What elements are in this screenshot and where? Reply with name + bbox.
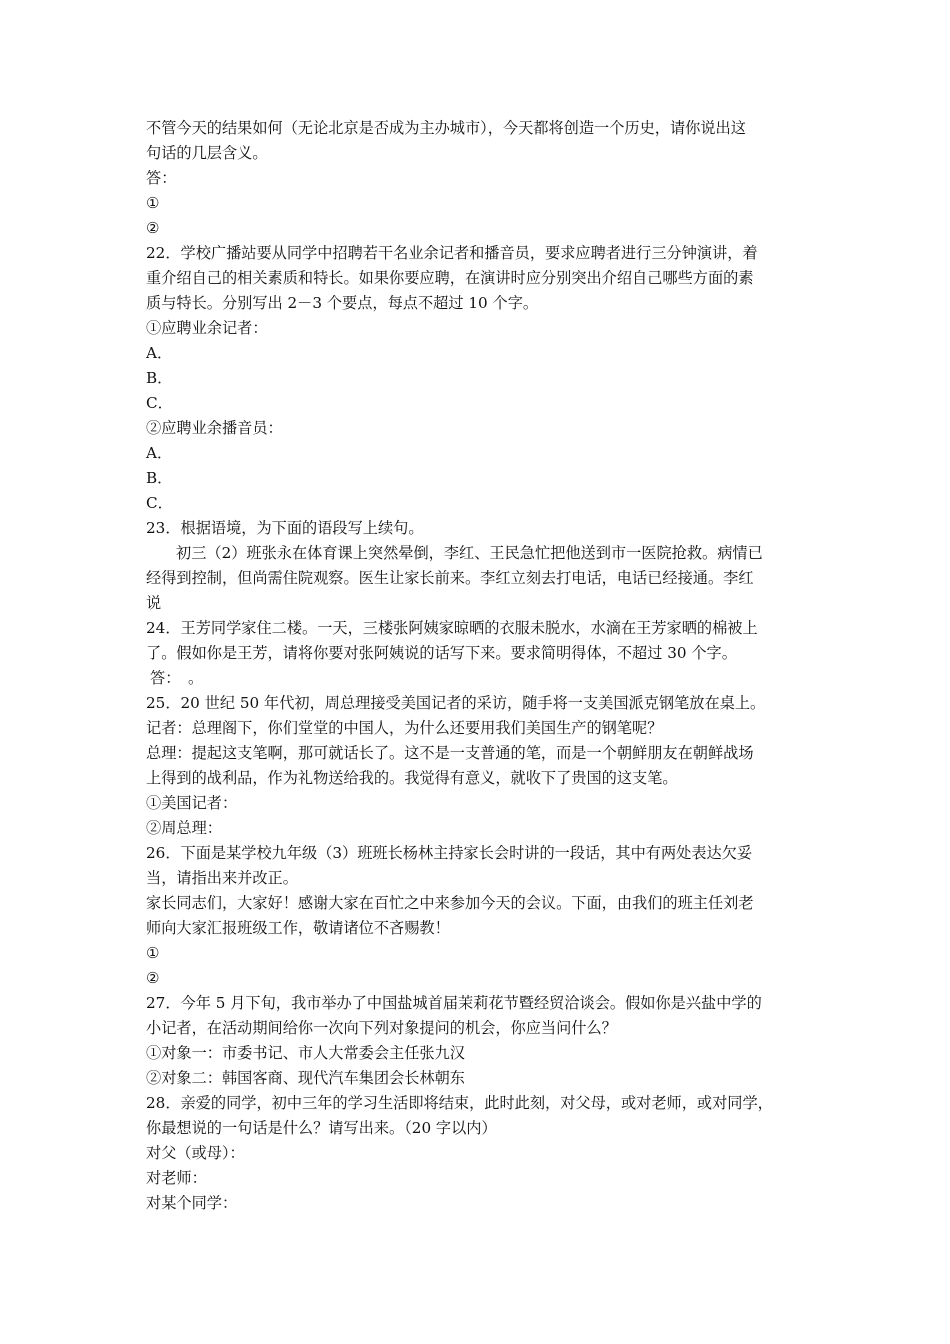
text-line: 当，请指出来并改正。 [146,869,298,887]
option-c: C． [146,494,173,512]
option-b: B． [146,469,173,487]
dialogue-line: 记者：总理阁下，你们堂堂的中国人，为什么还要用我们美国生产的钢笔呢？ [146,719,663,737]
dialogue-line: 上得到的战利品，作为礼物送给我的。我觉得有意义，就收下了贵国的这支笔。 [146,769,678,787]
answer-item-2: ② [146,969,160,987]
sub-question-label: ①对象一：市委书记、市人大常委会主任张九汉 [146,1044,465,1062]
sub-question-label: 对父（或母）： [146,1144,245,1162]
answer-item-1: ① [146,194,160,212]
question-24: 24．王芳同学家住二楼。一天，三楼张阿姨家晾晒的衣服未脱水，水滴在王芳家晒的棉被上 [146,619,758,637]
passage-line: 初三（2）班张永在体育课上突然晕倒，李红、王民急忙把他送到市一医院抢救。病情已 [176,544,763,562]
passage-line: 经得到控制，但尚需住院观察。医生让家长前来。李红立刻去打电话，电话已经接通。李红 [146,569,754,587]
sub-question-label: ②周总理： [146,819,222,837]
question-22: 22．学校广播站要从同学中招聘若干名业余记者和播音员，要求应聘者进行三分钟演讲，着 [146,244,758,262]
text-line: 了。假如你是王芳，请将你要对张阿姨说的话写下来。要求简明得体，不超过 30 个字。 [146,644,737,662]
passage-line: 家长同志们，大家好！感谢大家在百忙之中来参加今天的会议。下面，由我们的班主任刘老 [146,894,754,912]
question-27: 27．今年 5 月下旬，我市举办了中国盐城首届茉莉花节暨经贸洽谈会。假如你是兴盐中学的 [146,994,762,1012]
text-line: 你最想说的一句话是什么？请写出来。（20 字以内） [146,1119,497,1137]
sub-question-label: 对老师： [146,1169,207,1187]
sub-question-label: ②应聘业余播音员： [146,419,283,437]
sub-question-label: ①美国记者： [146,794,238,812]
answer-item-1: ① [146,944,160,962]
question-28: 28．亲爱的同学，初中三年的学习生活即将结束，此时此刻，对父母，或对老师，或对同学， [146,1094,773,1112]
text-line: 质与特长。分别写出 2－3 个要点，每点不超过 10 个字。 [146,294,539,312]
option-b: B． [146,369,173,387]
answer-label: 答： 。 [150,669,204,687]
option-c: C． [146,394,173,412]
text-line: 不管今天的结果如何（无论北京是否成为主办城市），今天都将创造一个历史，请你说出这 [146,119,746,137]
passage-line: 师向大家汇报班级工作，敬请诸位不吝赐教！ [146,919,450,937]
option-a: A． [146,344,173,362]
question-25: 25．20 世纪 50 年代初，周总理接受美国记者的采访，随手将一支美国派克钢笔放在桌上。 [146,694,766,712]
answer-item-2: ② [146,219,160,237]
answer-label: 答： [146,169,177,187]
sub-question-label: ①应聘业余记者： [146,319,268,337]
text-line: 重介绍自己的相关素质和特长。如果你要应聘，在演讲时应分别突出介绍自己哪些方面的素 [146,269,754,287]
text-line: 句话的几层含义。 [146,144,268,162]
sub-question-label: ②对象二：韩国客商、现代汽车集团会长林朝东 [146,1069,465,1087]
text-line: 小记者，在活动期间给你一次向下列对象提问的机会，你应当问什么？ [146,1019,617,1037]
option-a: A． [146,444,173,462]
question-26: 26．下面是某学校九年级（3）班班长杨林主持家长会时讲的一段话，其中有两处表达欠妥 [146,844,753,862]
dialogue-line: 总理：提起这支笔啊，那可就话长了。这不是一支普通的笔，而是一个朝鲜朋友在朝鲜战场 [146,744,754,762]
passage-line: 说 [146,594,162,612]
sub-question-label: 对某个同学： [146,1194,238,1212]
question-23: 23．根据语境，为下面的语段写上续句。 [146,519,424,537]
document-page [146,116,810,1216]
